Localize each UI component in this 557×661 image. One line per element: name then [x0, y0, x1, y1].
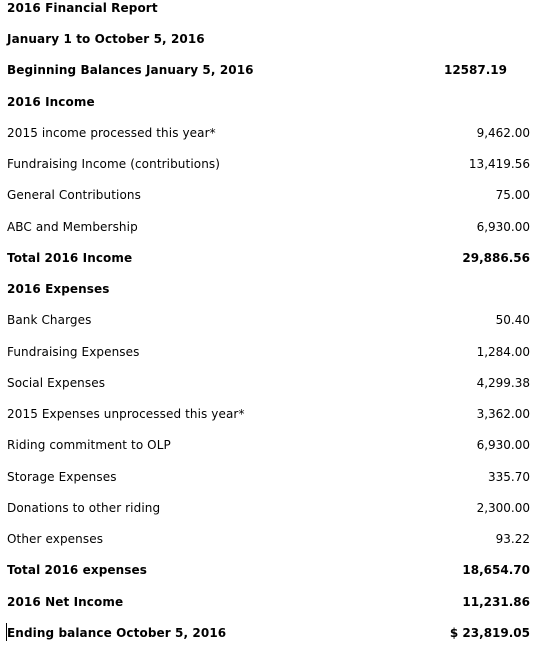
expense-row — [0, 406, 557, 437]
income-item-label: 2015 income processed this year* — [7, 126, 216, 140]
report-title: 2016 Financial Report — [7, 1, 158, 15]
expense-item-label: Donations to other riding — [7, 501, 161, 515]
income-row — [0, 219, 557, 250]
expense-item-value: 6,930.00 — [476, 438, 530, 452]
expense-item-value: 93.22 — [495, 532, 530, 546]
expense-row — [0, 531, 557, 562]
expense-row — [0, 500, 557, 531]
net-income-label: 2016 Net Income — [7, 595, 124, 609]
ending-balance-label: Ending balance October 5, 2016 — [7, 626, 227, 640]
expenses-heading-row — [0, 281, 557, 312]
income-item-value: 75.00 — [495, 188, 530, 202]
expense-item-value: 2,300.00 — [476, 501, 530, 515]
income-item-value: 6,930.00 — [476, 220, 530, 234]
net-income-value: 11,231.86 — [462, 595, 530, 609]
report-title-row — [0, 0, 557, 31]
beginning-balance-value: 12587.19 — [443, 63, 507, 77]
ending-balance-row — [0, 625, 557, 656]
beginning-balance-row — [0, 62, 557, 93]
report-period-row — [0, 31, 557, 62]
expense-item-label: Riding commitment to OLP — [7, 438, 171, 452]
expense-item-label: Other expenses — [7, 532, 104, 546]
expenses-total-label: Total 2016 expenses — [7, 563, 148, 577]
expense-item-label: Storage Expenses — [7, 470, 117, 484]
income-item-label: ABC and Membership — [7, 220, 138, 234]
expense-item-value: 335.70 — [488, 470, 530, 484]
expenses-total-row — [0, 562, 557, 593]
income-item-label: General Contributions — [7, 188, 141, 202]
income-row — [0, 125, 557, 156]
expense-row — [0, 437, 557, 468]
net-income-row — [0, 594, 557, 625]
income-item-label: Fundraising Income (contributions) — [7, 157, 221, 171]
beginning-balance-label: Beginning Balances January 5, 2016 — [7, 63, 254, 77]
expense-row — [0, 344, 557, 375]
expense-item-label: 2015 Expenses unprocessed this year* — [7, 407, 245, 421]
ending-balance-value: $ 23,819.05 — [449, 626, 530, 640]
income-total-row — [0, 250, 557, 281]
text-cursor — [6, 623, 7, 641]
expense-item-value: 50.40 — [495, 313, 530, 327]
income-heading-row — [0, 94, 557, 125]
expense-item-value: 1,284.00 — [476, 345, 530, 359]
income-item-value: 9,462.00 — [476, 126, 530, 140]
income-row — [0, 156, 557, 187]
expense-item-value: 3,362.00 — [476, 407, 530, 421]
expense-item-label: Fundraising Expenses — [7, 345, 140, 359]
income-total-label: Total 2016 Income — [7, 251, 133, 265]
income-heading: 2016 Income — [7, 95, 95, 109]
expenses-total-value: 18,654.70 — [462, 563, 530, 577]
expense-row — [0, 375, 557, 406]
expense-item-label: Bank Charges — [7, 313, 92, 327]
expenses-heading: 2016 Expenses — [7, 282, 110, 296]
income-row — [0, 187, 557, 218]
expense-row — [0, 312, 557, 343]
expense-item-value: 4,299.38 — [476, 376, 530, 390]
expense-item-label: Social Expenses — [7, 376, 106, 390]
report-period: January 1 to October 5, 2016 — [7, 32, 205, 46]
expense-row — [0, 469, 557, 500]
income-item-value: 13,419.56 — [468, 157, 530, 171]
income-total-value: 29,886.56 — [462, 251, 530, 265]
